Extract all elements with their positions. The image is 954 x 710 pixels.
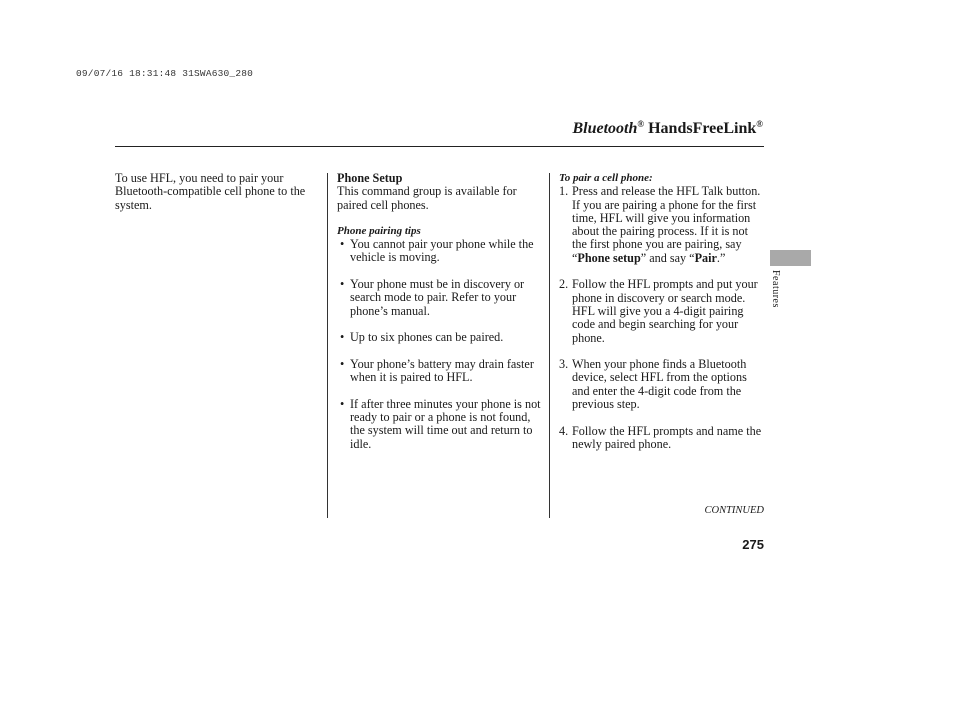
pairing-steps-heading: To pair a cell phone: (559, 172, 653, 184)
column-pairing-steps (559, 172, 764, 465)
continued-label: CONTINUED (704, 505, 764, 516)
page-title (572, 119, 763, 138)
phone-setup-heading: Phone Setup (337, 171, 403, 185)
pairing-steps-list (559, 185, 764, 451)
step-number: 4. (559, 423, 569, 438)
print-stamp: 09/07/16 18:31:48 31SWA630_280 (76, 68, 254, 79)
step-number: 2. (559, 277, 569, 292)
step-number: 1. (559, 184, 569, 199)
step-text: Follow the HFL prompts and name the newly paired phone. (572, 423, 762, 451)
intro-paragraph: To use HFL, you need to pair your Bluetooth-compatible cell phone to the system. (115, 171, 306, 212)
step-item (559, 278, 764, 344)
list-item: • If after three minutes your phone is not ready to pair or a phone is not found, the system will time out and return to idle. (337, 398, 543, 451)
title-bluetooth: Bluetooth (572, 120, 638, 137)
pairing-tips-list (337, 238, 543, 451)
title-handsfreelink: HandsFreeLink (644, 120, 757, 137)
phone-setup-description: This command group is available for paired cell phones. (337, 184, 517, 212)
list-item: • You cannot pair your phone while the vehicle is moving. (337, 238, 543, 265)
step-command-phone-setup: Phone setup (577, 250, 641, 265)
step-command-pair: Pair (694, 250, 717, 265)
title-registered-mark-2: ® (756, 119, 763, 129)
step-item (559, 185, 764, 265)
list-item: • Your phone must be in discovery or search mode to pair. Refer to your phone’s manual. (337, 278, 543, 318)
step-text: ” and say “ (640, 250, 695, 265)
title-registered-mark-1: ® (637, 119, 645, 129)
list-item: • Up to six phones can be paired. (337, 331, 543, 344)
column-intro (115, 172, 315, 212)
pairing-tips-heading: Phone pairing tips (337, 224, 421, 237)
column-divider-1 (327, 173, 328, 518)
list-item: • Your phone’s battery may drain faster when it is paired to HFL. (337, 358, 543, 385)
step-text: .” (716, 250, 726, 265)
page-number: 275 (742, 537, 764, 552)
section-tab (770, 250, 811, 266)
step-item (559, 358, 764, 411)
step-item (559, 425, 764, 452)
column-divider-2 (549, 173, 550, 518)
step-text: Follow the HFL prompts and put your phone in discovery or search mode. HFL will give you a 4-digit pairing code and begin searching for your phone. (572, 277, 758, 345)
step-text: Press and release the HFL Talk button. If you are pairing a phone for the first time, HFL will give you information about the pairing process. If it is not the first phone you are pairing, say “ (572, 184, 761, 265)
header-divider (115, 146, 764, 147)
section-label: Features (770, 270, 781, 308)
step-text: When your phone finds a Bluetooth device, select HFL from the options and enter the 4-digit code from the previous step. (572, 357, 747, 412)
column-phone-setup (337, 172, 543, 464)
step-number: 3. (559, 357, 569, 372)
